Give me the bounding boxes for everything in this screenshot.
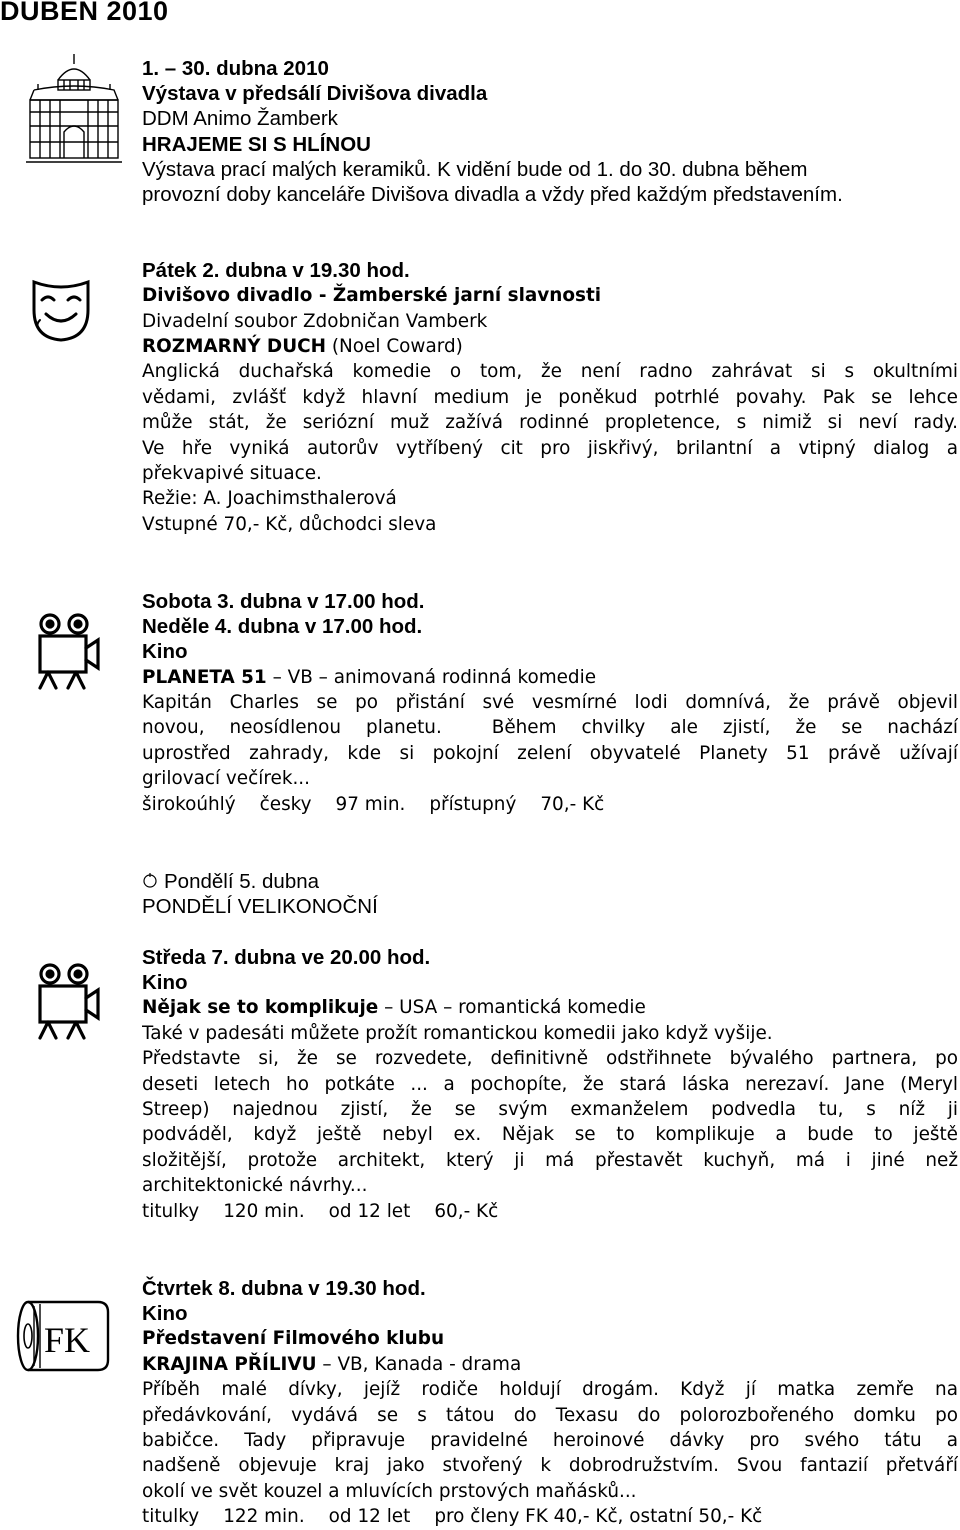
event-description-line: babičce. Tady připravuje pravidelné heroinové dávky pro svého tátu a [142,1430,958,1452]
event-description-line: Streep) najednou zjistí, že se svým exmanželem podvedla tu, s níž ji [142,1099,958,1121]
page-title: DUBEN 2010 [0,0,169,26]
event-title: Nějak se to komplikuje [142,997,379,1019]
event-description-line: Kapitán Charles se po přistání své vesmírné lodi domnívá, že právě objevil [142,692,958,714]
info-duration: 122 min. [223,1506,305,1528]
event-description-line: předávkování, vydává se s tátou do Texasu do polorozbořeného domku po [142,1404,958,1426]
event-genre: – VB – animovaná rodinná komedie [266,666,597,688]
info-price: 70,- Kč [540,793,605,815]
info-format: širokoúhlý [142,793,236,815]
info-price: 60,- Kč [434,1200,499,1222]
hollow-circle-icon [142,869,158,894]
event-director: Režie: A. Joachimsthalerová [142,488,397,510]
movie-camera-icon [36,962,102,1042]
event-club: Představení Filmového klubu [142,1328,445,1350]
event-planeta [142,589,958,817]
info-rating: od 12 let [328,1200,411,1222]
info-rating: od 12 let [328,1506,411,1528]
event-date: Čtvrtek 8. dubna v 19.30 hod. [142,1277,426,1300]
event-venue: Kino [142,1302,188,1326]
info-language: česky [259,793,312,815]
event-date: Středa 7. dubna ve 20.00 hod. [142,946,431,969]
info-rating: přístupný [429,793,517,815]
event-date: Neděle 4. dubna v 17.00 hod. [142,615,423,639]
event-info [142,1504,958,1529]
event-description-line: složitější, protože architekt, který ji má přestavět kuchyň, má i jiné než [142,1149,958,1171]
event-description-line: vědami, zvlášť když hlavní medium je poněkud potrhlé povahy. Pak se lehce [142,386,958,408]
event-venue: Divišovo divadlo - Žamberské jarní slavnosti [142,285,602,307]
event-description-line: grilovací večírek... [142,768,311,790]
event-date: 1. – 30. dubna 2010 [142,57,329,80]
event-divadlo [142,258,958,537]
theater-mask-icon [28,276,94,344]
event-title: PONDĚLÍ VELIKONOČNÍ [142,895,378,919]
info-duration: 120 min. [223,1200,305,1222]
event-description-line: překvapivé situace. [142,463,322,485]
info-price: pro členy FK 40,- Kč, ostatní 50,- Kč [434,1506,763,1528]
info-duration: 97 min. [335,793,406,815]
event-krajina [142,1276,958,1530]
event-title: ROZMARNÝ DUCH [142,336,327,358]
event-date: Pondělí 5. dubna [164,870,320,893]
film-club-icon [14,1296,110,1376]
event-author: (Noel Coward) [326,336,463,358]
event-info [142,1199,958,1224]
event-description-line: novou, neosídlenou planetu. Během chvilky ale zjistí, že se nachází [142,717,958,739]
event-description-line: podváděl, když ještě nebyl ex. Nějak se to komplikuje a bude to ještě [142,1124,958,1146]
event-venue: Kino [142,640,188,664]
event-description-line: Ve hře vyniká autorův vytříbený cit pro jiskřivý, brilantní a vtipný dialog a [142,437,958,459]
event-genre: – VB, Kanada - drama [316,1353,522,1375]
event-komplikuje [142,945,958,1224]
event-admission: Vstupné 70,- Kč, důchodci sleva [142,513,437,535]
event-description-line: Anglická duchařská komedie o tom, že není radno zahrávat si s okultními [142,361,958,383]
event-title: HRAJEME SI S HLÍNOU [142,132,371,156]
event-description-line: uprostřed zahrady, kde si pokojní zelení obyvatelé Planety 51 právě užívají [142,742,958,764]
event-description-line: může stát, že seriózní muž zažívá rodinné propletence, s nimiž si neví rady. [142,412,958,434]
event-vystava [142,56,958,207]
event-description-line: architektonické návrhy... [142,1175,368,1197]
event-title: PLANETA 51 [142,666,267,688]
event-organizer: DDM Animo Žamberk [142,107,338,131]
fk-letters: FK [44,1320,91,1360]
event-description-line: Výstava prací malých keramiků. K vidění bude od 1. do 30. dubna během [142,157,808,181]
event-date: Sobota 3. dubna v 17.00 hod. [142,590,425,613]
info-subtitles: titulky [142,1200,200,1222]
event-velikonoce [142,869,958,919]
event-description-line: okolí ve svět kouzel a mluvících prstových maňásků... [142,1480,637,1502]
event-description-line: Příběh malé dívky, jejíž rodiče holdují drogám. Když jí matka zemře na [142,1379,958,1401]
event-description-line: nadšeně objevuje kraj jako stvořený k dobrodružstvím. Svou fantazií přetváří [142,1455,958,1477]
event-title: KRAJINA PŘÍLIVU [142,1353,317,1375]
event-ensemble: Divadelní soubor Zdobničan Vamberk [142,310,488,332]
event-tagline: Také v padesáti můžete prožít romantickou komedii jako když vyšije. [142,1022,773,1044]
event-date: Pátek 2. dubna v 19.30 hod. [142,259,410,282]
event-genre: – USA – romantická komedie [378,997,646,1019]
event-description-line: deseti letech ho potkáte ... a pochopíte, že stará láska nerezaví. Jane (Meryl [142,1073,958,1095]
event-info [142,792,958,817]
event-venue: Výstava v předsálí Divišova divadla [142,82,488,106]
movie-camera-icon [36,612,102,692]
theater-building-icon [24,50,124,166]
event-description-line: provozní doby kanceláře Divišova divadla a vždy před každým představením. [142,183,843,207]
info-subtitles: titulky [142,1506,200,1528]
event-venue: Kino [142,971,188,995]
event-description-line: Představte si, že se rozvedete, definitivně odstřihnete bývalého partnera, po [142,1048,958,1070]
